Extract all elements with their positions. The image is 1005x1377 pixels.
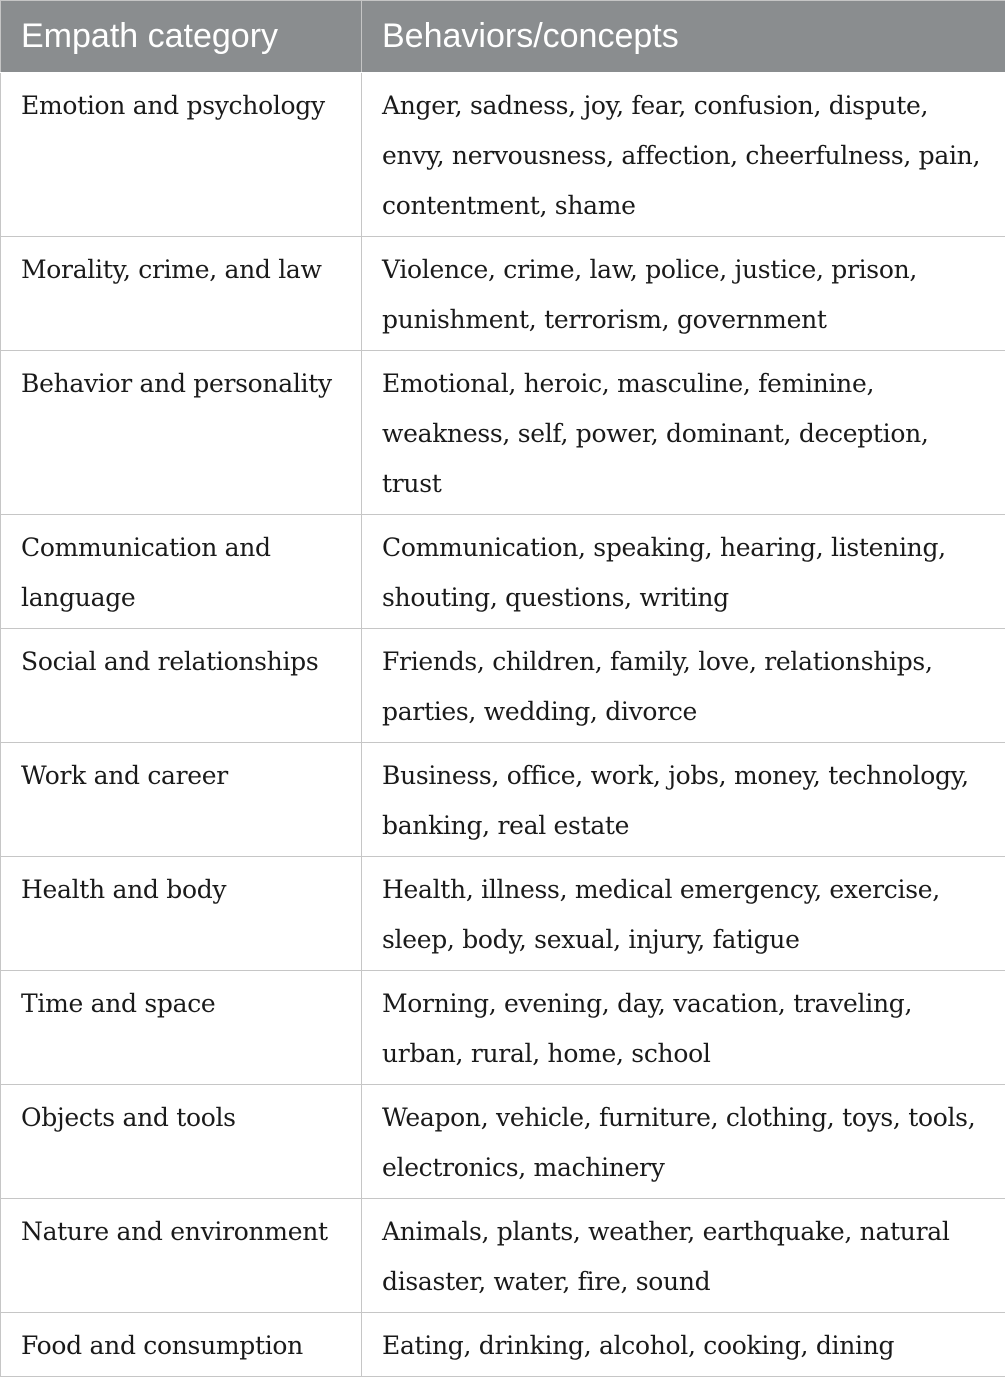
- category-cell: Food and consumption: [1, 1313, 362, 1377]
- behaviors-cell: Eating, drinking, alcohol, cooking, dining: [362, 1313, 1005, 1377]
- table-row: [1, 629, 1005, 743]
- behaviors-cell: Morning, evening, day, vacation, traveling, urban, rural, home, school: [362, 971, 1005, 1085]
- table-header: [1, 1, 1005, 73]
- table-row: [1, 1313, 1005, 1377]
- category-cell: Health and body: [1, 857, 362, 971]
- table-row: [1, 857, 1005, 971]
- header-empath-category: Empath category: [1, 1, 362, 73]
- behaviors-cell: Animals, plants, weather, earthquake, natural disaster, water, fire, sound: [362, 1199, 1005, 1313]
- table-row: [1, 237, 1005, 351]
- table-body: [1, 73, 1005, 1377]
- category-cell: Nature and environment: [1, 1199, 362, 1313]
- behaviors-cell: Business, office, work, jobs, money, technology, banking, real estate: [362, 743, 1005, 857]
- table-row: [1, 1085, 1005, 1199]
- table-row: [1, 73, 1005, 237]
- table-row: [1, 743, 1005, 857]
- category-cell: Social and relationships: [1, 629, 362, 743]
- table-row: [1, 515, 1005, 629]
- category-cell: Time and space: [1, 971, 362, 1085]
- header-behaviors-concepts: Behaviors/concepts: [362, 1, 1005, 73]
- category-cell: Behavior and personality: [1, 351, 362, 515]
- table-row: [1, 1199, 1005, 1313]
- behaviors-cell: Communication, speaking, hearing, listening, shouting, questions, writing: [362, 515, 1005, 629]
- category-cell: Work and career: [1, 743, 362, 857]
- behaviors-cell: Weapon, vehicle, furniture, clothing, toys, tools, electronics, machinery: [362, 1085, 1005, 1199]
- table-row: [1, 351, 1005, 515]
- category-cell: Communication and language: [1, 515, 362, 629]
- category-cell: Objects and tools: [1, 1085, 362, 1199]
- behaviors-cell: Friends, children, family, love, relationships, parties, wedding, divorce: [362, 629, 1005, 743]
- table-row: [1, 971, 1005, 1085]
- behaviors-cell: Health, illness, medical emergency, exercise, sleep, body, sexual, injury, fatigue: [362, 857, 1005, 971]
- behaviors-cell: Anger, sadness, joy, fear, confusion, dispute, envy, nervousness, affection, cheerfulness, pain, contentment, shame: [362, 73, 1005, 237]
- behaviors-cell: Emotional, heroic, masculine, feminine, weakness, self, power, dominant, deception, trust: [362, 351, 1005, 515]
- behaviors-cell: Violence, crime, law, police, justice, prison, punishment, terrorism, government: [362, 237, 1005, 351]
- category-cell: Morality, crime, and law: [1, 237, 362, 351]
- category-cell: Emotion and psychology: [1, 73, 362, 237]
- header-row: [1, 1, 1005, 73]
